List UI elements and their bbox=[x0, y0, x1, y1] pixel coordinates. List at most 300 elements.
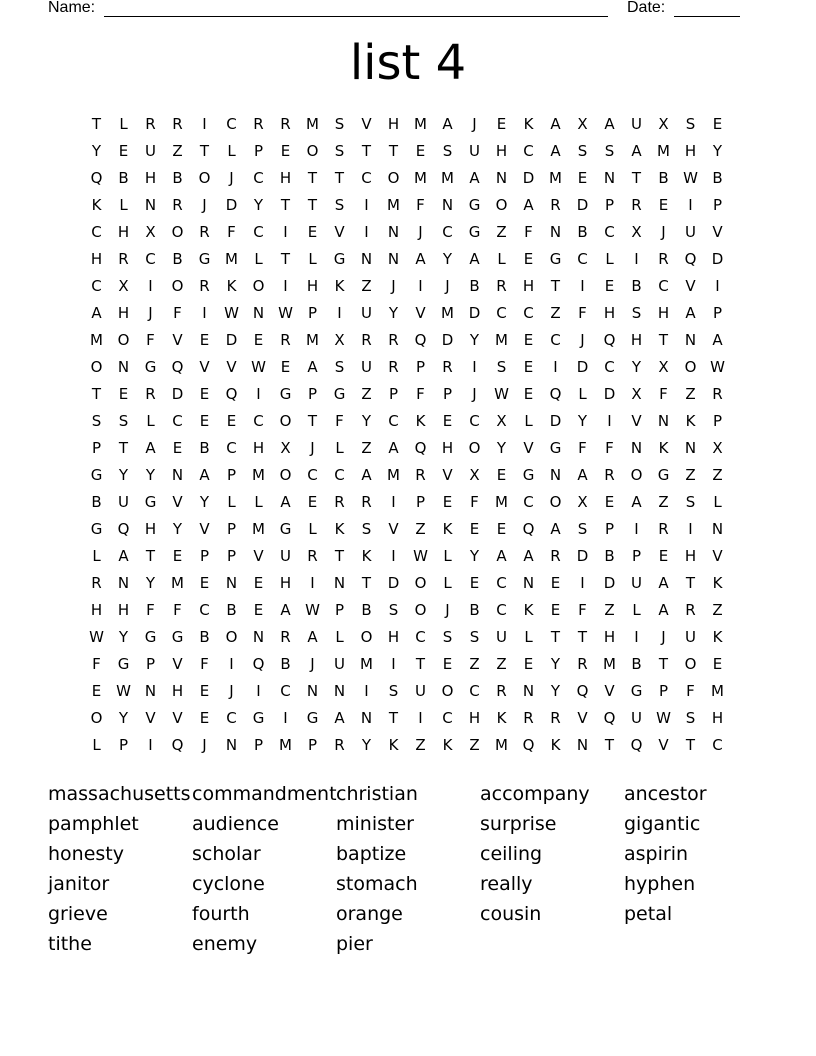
grid-letter: Y bbox=[550, 682, 561, 700]
grid-letter: K bbox=[712, 628, 723, 646]
grid-letter: U bbox=[631, 115, 642, 133]
grid-letter: L bbox=[578, 385, 587, 403]
grid-letter: N bbox=[522, 682, 535, 700]
word-list-item: hyphen bbox=[624, 873, 696, 895]
grid-letter: U bbox=[685, 628, 696, 646]
grid-letter: B bbox=[577, 223, 588, 241]
grid-letter: A bbox=[334, 709, 345, 727]
grid-letter: G bbox=[657, 466, 670, 484]
grid-letter: T bbox=[685, 736, 696, 754]
grid-letter: G bbox=[171, 628, 184, 646]
grid-letter: I bbox=[283, 277, 288, 295]
grid-letter: I bbox=[256, 682, 261, 700]
grid-letter: N bbox=[225, 736, 238, 754]
grid-letter: K bbox=[496, 709, 507, 727]
grid-letter: O bbox=[171, 223, 184, 241]
grid-letter: I bbox=[256, 385, 261, 403]
grid-letter: A bbox=[442, 115, 453, 133]
grid-letter: R bbox=[253, 115, 264, 133]
grid-letter: G bbox=[468, 223, 481, 241]
grid-letter: O bbox=[414, 574, 427, 592]
grid-letter: A bbox=[658, 574, 669, 592]
word-list-item: enemy bbox=[192, 933, 258, 955]
grid-letter: P bbox=[226, 466, 237, 484]
grid-letter: S bbox=[577, 520, 588, 538]
grid-letter: C bbox=[361, 169, 372, 187]
grid-letter: U bbox=[334, 655, 345, 673]
grid-letter: K bbox=[361, 547, 372, 565]
grid-letter: G bbox=[144, 628, 157, 646]
grid-letter: Y bbox=[199, 493, 210, 511]
grid-row bbox=[83, 546, 731, 573]
grid-letter: E bbox=[442, 493, 453, 511]
grid-letter: U bbox=[280, 547, 291, 565]
grid-letter: C bbox=[226, 115, 237, 133]
grid-letter: C bbox=[712, 736, 723, 754]
grid-row bbox=[83, 708, 731, 735]
word-list bbox=[48, 779, 768, 959]
grid-letter: P bbox=[226, 547, 237, 565]
grid-letter: R bbox=[712, 385, 723, 403]
grid-letter: F bbox=[659, 385, 668, 403]
grid-letter: I bbox=[148, 277, 153, 295]
grid-letter: D bbox=[171, 385, 184, 403]
grid-letter: D bbox=[225, 331, 238, 349]
grid-letter: E bbox=[712, 655, 723, 673]
grid-letter: K bbox=[415, 412, 426, 430]
grid-letter: V bbox=[388, 520, 399, 538]
word-column bbox=[192, 779, 336, 959]
grid-letter: C bbox=[226, 439, 237, 457]
word-list-item: janitor bbox=[48, 873, 110, 895]
grid-letter: P bbox=[415, 358, 426, 376]
grid-letter: Y bbox=[469, 547, 480, 565]
grid-letter: G bbox=[90, 520, 103, 538]
grid-letter: E bbox=[172, 439, 183, 457]
grid-letter: M bbox=[171, 574, 184, 592]
grid-row bbox=[83, 114, 731, 141]
grid-letter: U bbox=[415, 682, 426, 700]
grid-row bbox=[83, 627, 731, 654]
grid-letter: C bbox=[496, 601, 507, 619]
grid-letter: O bbox=[198, 169, 211, 187]
grid-letter: E bbox=[469, 520, 480, 538]
grid-letter: S bbox=[442, 142, 453, 160]
grid-row bbox=[83, 249, 731, 276]
grid-letter: M bbox=[90, 331, 103, 349]
grid-letter: T bbox=[388, 709, 399, 727]
grid-letter: C bbox=[469, 412, 480, 430]
grid-letter: B bbox=[604, 547, 615, 565]
grid-letter: H bbox=[387, 115, 400, 133]
grid-letter: R bbox=[280, 628, 291, 646]
grid-letter: N bbox=[684, 331, 697, 349]
grid-letter: E bbox=[496, 520, 507, 538]
grid-letter: E bbox=[199, 412, 210, 430]
grid-letter: U bbox=[631, 574, 642, 592]
grid-letter: F bbox=[470, 493, 479, 511]
grid-letter: A bbox=[415, 250, 426, 268]
grid-row bbox=[83, 600, 731, 627]
grid-letter: F bbox=[416, 385, 425, 403]
grid-letter: Y bbox=[253, 196, 264, 214]
grid-letter: N bbox=[225, 574, 238, 592]
word-list-item: massachusetts bbox=[48, 783, 191, 805]
grid-letter: O bbox=[684, 655, 697, 673]
grid-letter: B bbox=[280, 655, 291, 673]
grid-letter: F bbox=[416, 196, 425, 214]
date-line bbox=[674, 16, 740, 17]
grid-letter: R bbox=[280, 115, 291, 133]
grid-letter: E bbox=[415, 142, 426, 160]
grid-letter: T bbox=[91, 115, 102, 133]
grid-letter: X bbox=[496, 412, 507, 430]
grid-letter: E bbox=[226, 412, 237, 430]
grid-letter: G bbox=[279, 520, 292, 538]
grid-letter: T bbox=[604, 736, 615, 754]
grid-letter: V bbox=[172, 331, 183, 349]
grid-letter: Z bbox=[685, 466, 696, 484]
grid-letter: U bbox=[361, 358, 372, 376]
word-search-grid bbox=[83, 114, 731, 762]
grid-letter: R bbox=[577, 655, 588, 673]
grid-letter: D bbox=[468, 304, 481, 322]
grid-letter: M bbox=[387, 196, 400, 214]
grid-row bbox=[83, 303, 731, 330]
grid-letter: B bbox=[361, 601, 372, 619]
grid-letter: H bbox=[252, 439, 265, 457]
grid-letter: X bbox=[145, 223, 156, 241]
grid-letter: L bbox=[119, 196, 128, 214]
grid-letter: O bbox=[549, 493, 562, 511]
grid-letter: T bbox=[550, 277, 561, 295]
grid-letter: Y bbox=[118, 709, 129, 727]
grid-row bbox=[83, 276, 731, 303]
word-list-item: cousin bbox=[480, 903, 542, 925]
grid-letter: F bbox=[605, 439, 614, 457]
grid-letter: E bbox=[523, 250, 534, 268]
word-column bbox=[336, 779, 480, 959]
grid-letter: Z bbox=[361, 385, 372, 403]
grid-letter: R bbox=[361, 493, 372, 511]
grid-letter: K bbox=[523, 115, 534, 133]
grid-letter: X bbox=[118, 277, 129, 295]
grid-letter: M bbox=[225, 250, 238, 268]
grid-letter: E bbox=[199, 682, 210, 700]
grid-letter: Y bbox=[712, 142, 723, 160]
grid-letter: P bbox=[226, 520, 237, 538]
grid-letter: P bbox=[145, 655, 156, 673]
grid-letter: T bbox=[334, 169, 345, 187]
grid-letter: M bbox=[603, 655, 616, 673]
grid-letter: G bbox=[279, 385, 292, 403]
grid-letter: Y bbox=[388, 304, 399, 322]
grid-letter: D bbox=[549, 412, 562, 430]
grid-letter: M bbox=[441, 169, 454, 187]
grid-letter: C bbox=[496, 304, 507, 322]
grid-letter: K bbox=[388, 736, 399, 754]
grid-letter: H bbox=[387, 628, 400, 646]
grid-letter: H bbox=[117, 223, 130, 241]
grid-letter: B bbox=[91, 493, 102, 511]
grid-letter: M bbox=[279, 736, 292, 754]
grid-letter: A bbox=[550, 142, 561, 160]
grid-letter: T bbox=[361, 142, 372, 160]
grid-letter: Y bbox=[361, 412, 372, 430]
grid-letter: O bbox=[252, 277, 265, 295]
grid-letter: N bbox=[387, 250, 400, 268]
grid-letter: E bbox=[523, 331, 534, 349]
grid-letter: G bbox=[630, 682, 643, 700]
grid-letter: I bbox=[391, 547, 396, 565]
grid-letter: O bbox=[171, 277, 184, 295]
grid-letter: T bbox=[631, 169, 642, 187]
grid-letter: G bbox=[333, 385, 346, 403]
grid-letter: R bbox=[199, 277, 210, 295]
grid-letter: F bbox=[173, 601, 182, 619]
grid-letter: A bbox=[631, 142, 642, 160]
grid-letter: E bbox=[604, 493, 615, 511]
grid-letter: H bbox=[684, 142, 697, 160]
grid-letter: F bbox=[578, 304, 587, 322]
date-label: Date: bbox=[627, 0, 666, 16]
grid-letter: Y bbox=[118, 466, 129, 484]
grid-letter: C bbox=[523, 493, 534, 511]
grid-letter: M bbox=[306, 331, 319, 349]
grid-row bbox=[83, 330, 731, 357]
grid-letter: V bbox=[199, 358, 210, 376]
grid-letter: N bbox=[117, 358, 130, 376]
grid-letter: W bbox=[656, 709, 671, 727]
grid-letter: Q bbox=[90, 169, 103, 187]
grid-letter: R bbox=[685, 601, 696, 619]
grid-letter: N bbox=[522, 574, 535, 592]
grid-letter: M bbox=[252, 466, 265, 484]
grid-letter: F bbox=[686, 682, 695, 700]
grid-letter: N bbox=[495, 169, 508, 187]
grid-letter: R bbox=[91, 574, 102, 592]
grid-letter: R bbox=[550, 196, 561, 214]
grid-letter: B bbox=[631, 277, 642, 295]
grid-letter: C bbox=[604, 358, 615, 376]
worksheet-header bbox=[0, 0, 816, 20]
grid-letter: P bbox=[604, 520, 615, 538]
grid-letter: P bbox=[253, 142, 264, 160]
grid-letter: X bbox=[280, 439, 291, 457]
grid-letter: E bbox=[523, 385, 534, 403]
grid-letter: H bbox=[684, 547, 697, 565]
grid-letter: L bbox=[92, 736, 101, 754]
grid-letter: H bbox=[144, 520, 157, 538]
grid-letter: S bbox=[334, 358, 345, 376]
grid-letter: H bbox=[603, 304, 616, 322]
grid-letter: N bbox=[441, 196, 454, 214]
word-list-item: honesty bbox=[48, 843, 124, 865]
grid-letter: I bbox=[418, 277, 423, 295]
grid-row bbox=[83, 438, 731, 465]
grid-letter: Q bbox=[252, 655, 265, 673]
grid-letter: N bbox=[360, 709, 373, 727]
grid-letter: F bbox=[578, 439, 587, 457]
grid-letter: I bbox=[634, 520, 639, 538]
grid-letter: A bbox=[523, 547, 534, 565]
grid-letter: C bbox=[280, 682, 291, 700]
grid-letter: W bbox=[278, 304, 293, 322]
grid-letter: L bbox=[632, 601, 641, 619]
grid-letter: U bbox=[118, 493, 129, 511]
grid-letter: F bbox=[146, 331, 155, 349]
grid-letter: E bbox=[442, 655, 453, 673]
grid-letter: Q bbox=[522, 520, 535, 538]
grid-row bbox=[83, 411, 731, 438]
grid-letter: H bbox=[630, 331, 643, 349]
grid-letter: A bbox=[361, 466, 372, 484]
grid-letter: V bbox=[631, 412, 642, 430]
grid-letter: V bbox=[145, 709, 156, 727]
grid-letter: E bbox=[712, 115, 723, 133]
grid-letter: J bbox=[580, 331, 585, 349]
grid-letter: D bbox=[603, 385, 616, 403]
grid-letter: S bbox=[685, 493, 696, 511]
grid-letter: E bbox=[604, 277, 615, 295]
grid-letter: M bbox=[360, 655, 373, 673]
grid-letter: A bbox=[91, 304, 102, 322]
grid-letter: E bbox=[577, 169, 588, 187]
grid-letter: Y bbox=[442, 250, 453, 268]
grid-letter: Q bbox=[684, 250, 697, 268]
word-list-item: audience bbox=[192, 813, 279, 835]
grid-letter: Q bbox=[522, 736, 535, 754]
grid-letter: S bbox=[577, 142, 588, 160]
grid-letter: S bbox=[388, 682, 399, 700]
grid-letter: I bbox=[688, 196, 693, 214]
grid-letter: P bbox=[388, 385, 399, 403]
grid-letter: X bbox=[577, 493, 588, 511]
grid-letter: N bbox=[117, 574, 130, 592]
grid-letter: C bbox=[604, 223, 615, 241]
grid-letter: T bbox=[658, 655, 669, 673]
grid-letter: O bbox=[279, 466, 292, 484]
grid-row bbox=[83, 573, 731, 600]
grid-letter: B bbox=[199, 628, 210, 646]
grid-letter: R bbox=[172, 196, 183, 214]
grid-letter: Y bbox=[550, 655, 561, 673]
grid-letter: O bbox=[306, 142, 319, 160]
grid-letter: B bbox=[469, 277, 480, 295]
grid-letter: D bbox=[522, 169, 535, 187]
grid-letter: L bbox=[713, 493, 722, 511]
grid-letter: Q bbox=[603, 331, 616, 349]
grid-letter: Z bbox=[469, 655, 480, 673]
grid-letter: P bbox=[712, 304, 723, 322]
grid-letter: X bbox=[712, 439, 723, 457]
word-list-item: tithe bbox=[48, 933, 92, 955]
grid-letter: L bbox=[146, 412, 155, 430]
grid-letter: B bbox=[631, 655, 642, 673]
grid-letter: P bbox=[307, 385, 318, 403]
grid-letter: I bbox=[580, 277, 585, 295]
grid-letter: N bbox=[144, 196, 157, 214]
grid-letter: D bbox=[711, 250, 724, 268]
grid-letter: W bbox=[89, 628, 104, 646]
grid-letter: J bbox=[202, 196, 207, 214]
grid-letter: J bbox=[310, 439, 315, 457]
grid-letter: Z bbox=[712, 601, 723, 619]
grid-letter: O bbox=[441, 682, 454, 700]
grid-letter: A bbox=[469, 169, 480, 187]
grid-letter: B bbox=[226, 601, 237, 619]
grid-letter: N bbox=[360, 250, 373, 268]
grid-letter: I bbox=[472, 358, 477, 376]
grid-letter: Z bbox=[685, 385, 696, 403]
grid-letter: Z bbox=[550, 304, 561, 322]
grid-letter: G bbox=[198, 250, 211, 268]
grid-letter: X bbox=[577, 115, 588, 133]
grid-letter: B bbox=[199, 439, 210, 457]
grid-letter: G bbox=[549, 439, 562, 457]
grid-letter: H bbox=[90, 250, 103, 268]
grid-letter: Z bbox=[469, 736, 480, 754]
grid-letter: X bbox=[469, 466, 480, 484]
grid-row bbox=[83, 735, 731, 762]
grid-letter: R bbox=[145, 385, 156, 403]
grid-letter: P bbox=[631, 547, 642, 565]
word-list-item: petal bbox=[624, 903, 673, 925]
grid-letter: O bbox=[495, 196, 508, 214]
grid-letter: U bbox=[361, 304, 372, 322]
grid-letter: L bbox=[119, 115, 128, 133]
grid-letter: L bbox=[524, 412, 533, 430]
grid-letter: E bbox=[658, 547, 669, 565]
grid-letter: R bbox=[307, 547, 318, 565]
grid-letter: A bbox=[685, 304, 696, 322]
grid-letter: N bbox=[657, 412, 670, 430]
grid-letter: S bbox=[604, 142, 615, 160]
grid-letter: B bbox=[469, 601, 480, 619]
grid-letter: M bbox=[441, 304, 454, 322]
grid-letter: P bbox=[307, 304, 318, 322]
grid-letter: I bbox=[715, 277, 720, 295]
grid-row bbox=[83, 654, 731, 681]
grid-letter: G bbox=[144, 358, 157, 376]
grid-letter: N bbox=[387, 223, 400, 241]
grid-letter: O bbox=[360, 628, 373, 646]
grid-letter: E bbox=[91, 682, 102, 700]
grid-letter: V bbox=[442, 466, 453, 484]
grid-letter: R bbox=[442, 358, 453, 376]
grid-letter: Y bbox=[91, 142, 102, 160]
grid-letter: I bbox=[202, 304, 207, 322]
grid-letter: A bbox=[658, 601, 669, 619]
grid-letter: T bbox=[145, 547, 156, 565]
grid-letter: E bbox=[199, 574, 210, 592]
grid-letter: J bbox=[229, 682, 234, 700]
grid-letter: Q bbox=[117, 520, 130, 538]
grid-letter: R bbox=[415, 466, 426, 484]
grid-letter: H bbox=[603, 628, 616, 646]
grid-letter: I bbox=[553, 358, 558, 376]
grid-letter: A bbox=[496, 547, 507, 565]
word-list-item: fourth bbox=[192, 903, 250, 925]
grid-letter: U bbox=[685, 223, 696, 241]
grid-letter: F bbox=[335, 412, 344, 430]
grid-letter: N bbox=[171, 466, 184, 484]
grid-letter: D bbox=[225, 196, 238, 214]
grid-letter: D bbox=[576, 196, 589, 214]
grid-letter: P bbox=[253, 736, 264, 754]
grid-letter: A bbox=[469, 250, 480, 268]
grid-row bbox=[83, 519, 731, 546]
